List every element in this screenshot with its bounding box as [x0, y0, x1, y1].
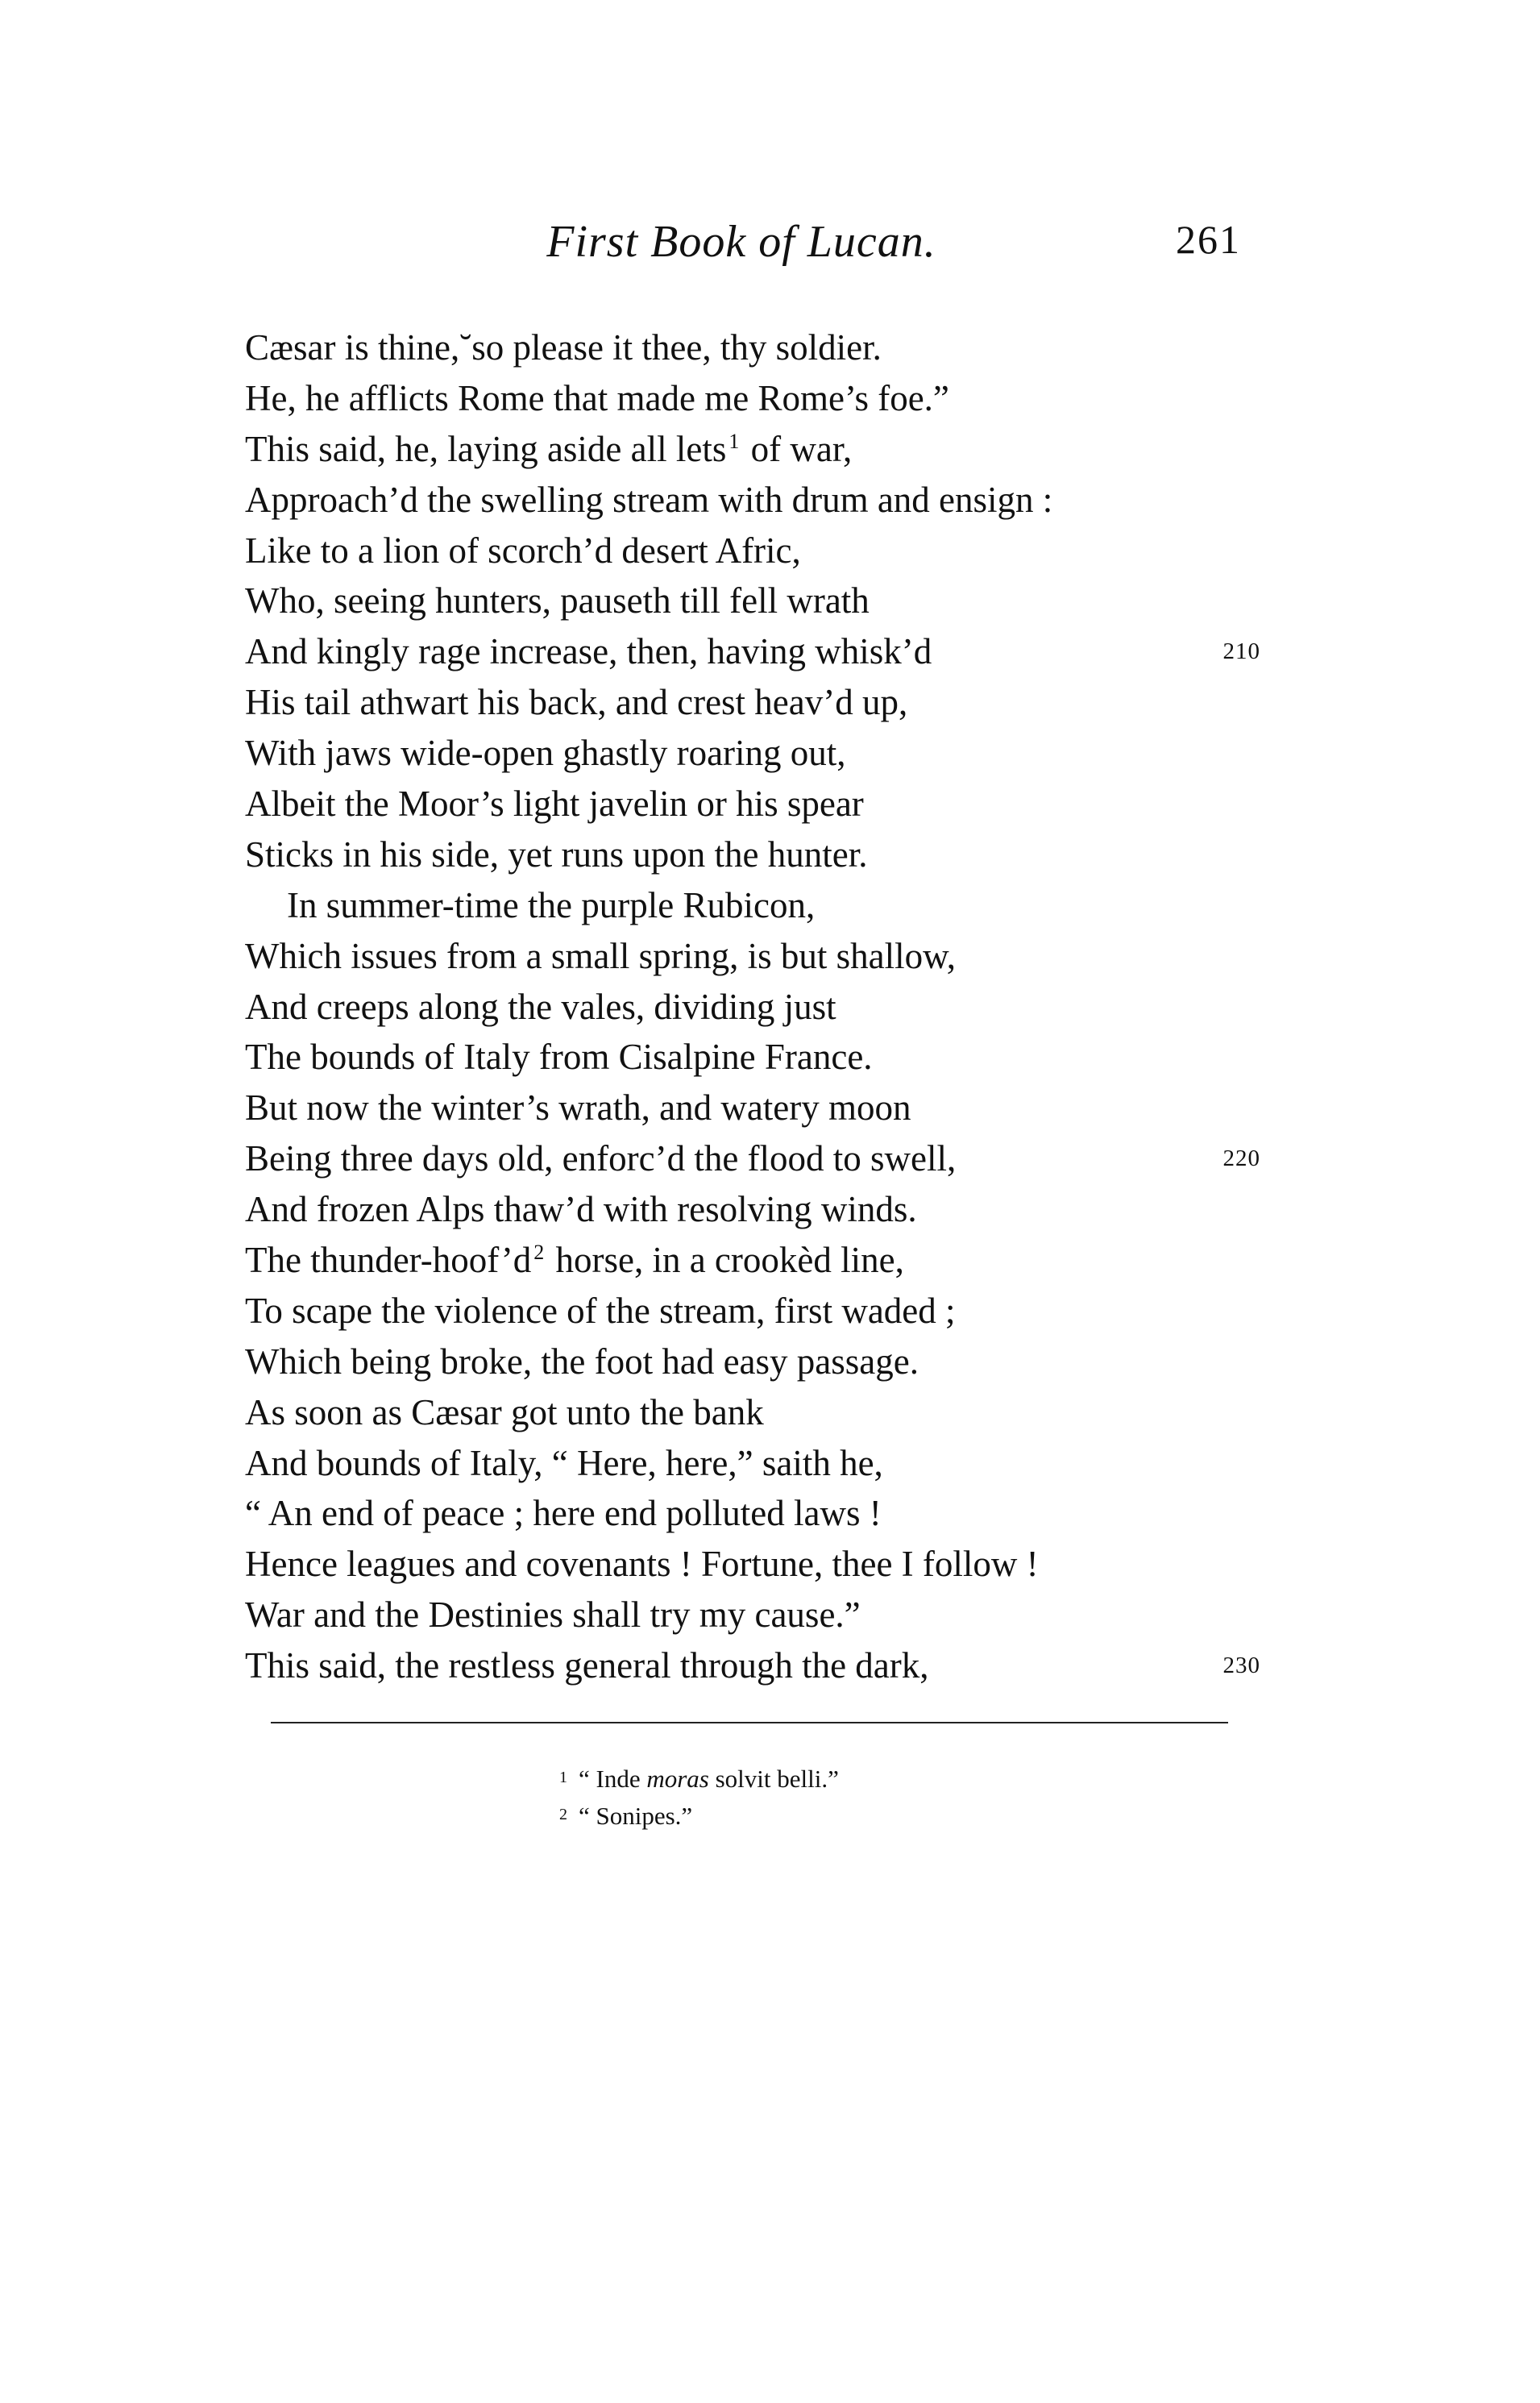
poem-line-text: Being three days old, enforc’d the flood to swell, — [245, 1138, 957, 1179]
line-text-part: The thunder-hoof’d — [245, 1240, 532, 1281]
footnote — [559, 1797, 839, 1834]
line-text-part: horse, in a crookèd line, — [546, 1240, 904, 1281]
poem-line — [245, 1539, 1260, 1590]
poem-line-text: And creeps along the vales, dividing just — [245, 986, 836, 1027]
footnote-italic: moras — [646, 1765, 709, 1793]
footnote-reference: 2 — [533, 1241, 545, 1265]
poem-line-text: Hence leagues and covenants ! Fortune, thee I follow ! — [245, 1544, 1039, 1585]
poem-line — [245, 1184, 1260, 1235]
poem-line — [245, 1286, 1260, 1337]
poem-line — [245, 1640, 1260, 1691]
poem-line-text: As soon as Cæsar got unto the bank — [245, 1391, 764, 1432]
poem-line-text: War and the Destinies shall try my cause.” — [245, 1594, 861, 1636]
footnote-text: solvit belli.” — [708, 1765, 839, 1793]
poem-line — [245, 526, 1260, 576]
poem-line — [245, 1387, 1260, 1438]
line-number: 220 — [1222, 1145, 1260, 1172]
poem-line — [245, 1083, 1260, 1133]
poem-line — [245, 1590, 1260, 1640]
poem-line — [245, 576, 1260, 626]
line-number: 230 — [1222, 1653, 1260, 1679]
poem-line-text: Approach’d the swelling stream with drum and ensign : — [245, 479, 1053, 520]
running-title: First Book of Lucan. — [546, 217, 936, 267]
poem-line-text: Like to a lion of scorch’d desert Afric, — [245, 530, 801, 571]
footnote-mark: 1 — [559, 1769, 567, 1786]
poem-line-text: His tail athwart his back, and crest heav’d up, — [245, 682, 908, 723]
poem-line — [245, 1337, 1260, 1387]
poem-line — [245, 373, 1260, 424]
poem-line-text — [245, 1240, 904, 1280]
footnote-rule — [271, 1722, 1228, 1723]
poem-line — [245, 475, 1260, 526]
poem-line — [245, 626, 1260, 677]
poem-line-text: “ An end of peace ; here end polluted laws ! — [245, 1493, 882, 1534]
line-text-part: This said, he, laying aside all lets — [245, 428, 727, 469]
poem-line-text: Which issues from a small spring, is but shallow, — [245, 935, 956, 976]
poem-line — [245, 424, 1260, 475]
footnote — [559, 1760, 839, 1797]
poem-line-text: He, he afflicts Rome that made me Rome’s foe.” — [245, 377, 949, 418]
poem-line-text: With jaws wide-open ghastly roaring out, — [245, 733, 846, 774]
poem-line — [245, 982, 1260, 1033]
poem-line-text: To scape the violence of the stream, first waded ; — [245, 1290, 956, 1331]
line-number: 210 — [1222, 638, 1260, 665]
footnote-text: “ Sonipes.” — [579, 1802, 693, 1830]
poem-line — [245, 322, 1260, 373]
poem-text — [245, 322, 1260, 1691]
poem-line — [245, 728, 1260, 779]
poem-line — [245, 1488, 1260, 1539]
poem-line-text: Sticks in his side, yet runs upon the hunter. — [245, 834, 868, 875]
poem-line — [245, 931, 1260, 982]
poem-line — [245, 829, 1260, 880]
poem-line — [245, 880, 1260, 931]
footnotes — [559, 1760, 839, 1834]
poem-line — [245, 1438, 1260, 1489]
poem-line — [245, 1235, 1260, 1286]
poem-line-text: Which being broke, the foot had easy passage. — [245, 1341, 919, 1382]
poem-line-text: Albeit the Moor’s light javelin or his spear — [245, 784, 864, 825]
poem-line-text: And bounds of Italy, “ Here, here,” saith he, — [245, 1442, 883, 1483]
poem-line — [245, 779, 1260, 829]
poem-line — [245, 1032, 1260, 1083]
footnote-mark: 2 — [559, 1806, 567, 1823]
poem-line-text: And frozen Alps thaw’d with resolving winds. — [245, 1189, 917, 1230]
poem-line-text: But now the winter’s wrath, and watery moon — [245, 1087, 911, 1129]
poem-line-text — [245, 429, 852, 469]
poem-line-text: In summer-time the purple Rubicon, — [287, 884, 816, 925]
poem-line — [245, 1133, 1260, 1184]
footnote-reference: 1 — [728, 429, 740, 453]
page-number: 261 — [1176, 217, 1241, 262]
poem-line-text: Who, seeing hunters, pauseth till fell wrath — [245, 580, 870, 622]
poem-line-text: And kingly rage increase, then, having whisk’d — [245, 631, 932, 672]
poem-line-text: Cæsar is thine,˘so please it thee, thy soldier. — [245, 327, 882, 368]
poem-line — [245, 677, 1260, 728]
footnote-text: “ Inde — [579, 1765, 647, 1793]
running-head — [242, 216, 1241, 281]
poem-line-text: This said, the restless general through the dark, — [245, 1645, 929, 1686]
poem-line-text: The bounds of Italy from Cisalpine France. — [245, 1037, 873, 1078]
line-text-part: of war, — [741, 428, 853, 469]
